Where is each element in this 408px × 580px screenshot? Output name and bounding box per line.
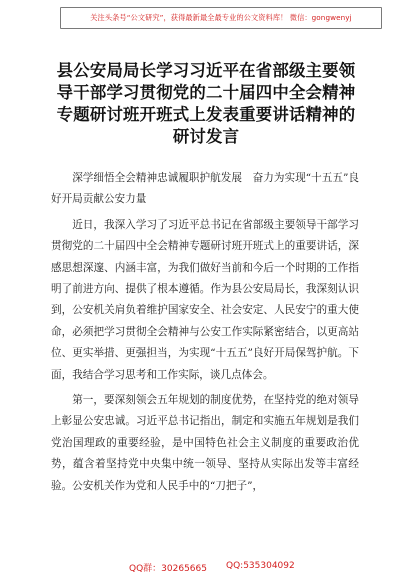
body-paragraph: 第一，要深刻领会五年规划的制度优势，在坚持党的绝对领导上彰显公安忠诚。习近平总书记指出，制定和实施五年规划是我们党治国理政的重要经验，是中国特色社会主义制度的重要政治优势，蕴含着坚持党中央集中统一领导、坚持从实际出发等丰富经验。公安机关作为党和人民手中的“刀把子”，	[51, 394, 359, 492]
top-banner	[60, 7, 382, 29]
document-title: 县公安局局长学习习近平在省部级主要领导干部学习贯彻党的二十届四中全会精神专题研讨班开班式上发表重要讲话精神的研讨发言	[56, 61, 356, 146]
footer	[0, 561, 408, 575]
body-paragraph: 近日，我深入学习了习近平总书记在省部级主要领导干部学习贯彻党的二十届四中全会精神专题研讨班开班式上的重要讲话，深感思想深邃、内涵丰富，为我们做好当前和今后一个时期的工作指明了前进方向、提供了根本遵循。作为县公安局局长，我深刻认识到，公安机关肩负着维护国家安全、社会安定、人民安宁的重大使命，必须把学习贯彻全会精神与公安工作实际紧密结合，以更高站位、更实举措、更强担当，为实现“十五五”良好开局保驾护航。下面，我结合学习思考和工作实际，谈几点体会。	[51, 218, 359, 381]
banner-text: 关注头条号“公文研究”，获得最新最全最专业的公文资料库！ 微信：gongwenyj	[90, 13, 352, 22]
subtitle-paragraph: 深学细悟全会精神忠诚履职护航发展 奋力为实现“十五五”良好开局贡献公安力量	[51, 172, 359, 206]
footer-qq-contact: QQ:535304092	[226, 561, 295, 571]
footer-qq-group: QQ群：30265665	[129, 564, 207, 574]
document-body	[51, 168, 359, 497]
